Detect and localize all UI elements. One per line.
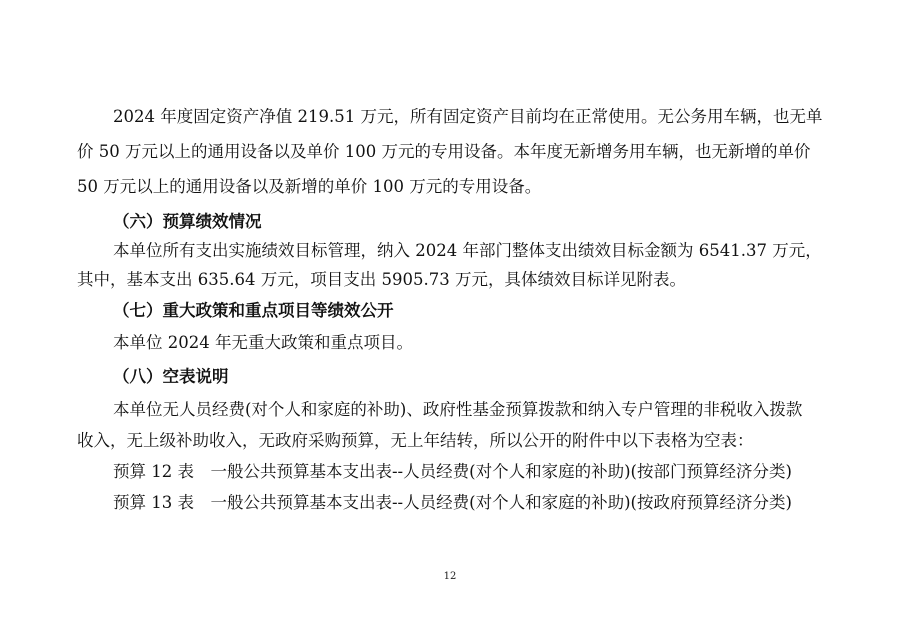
paragraph-performance-line-2: 其中，基本支出 635.64 万元，项目支出 5905.73 万元，具体绩效目标详见附表。	[77, 270, 686, 289]
empty-table-item-13: 预算 13 表 一般公共预算基本支出表--人员经费(对个人和家庭的补助)(按政府预算经济分类)	[113, 493, 792, 512]
paragraph-major-policies: 本单位 2024 年无重大政策和重点项目。	[113, 333, 413, 352]
section-heading-performance: （六）预算绩效情况	[113, 212, 262, 231]
paragraph-empty-tables-line-2: 收入，无上级补助收入，无政府采购预算，无上年结转，所以公开的附件中以下表格为空表：	[77, 431, 754, 450]
empty-table-item-12: 预算 12 表 一般公共预算基本支出表--人员经费(对个人和家庭的补助)(按部门预算经济分类)	[113, 462, 792, 481]
paragraph-empty-tables-line-1: 本单位无人员经费(对个人和家庭的补助)、政府性基金预算拨款和纳入专户管理的非税收入拨款	[113, 400, 803, 419]
paragraph-assets-line-3: 50 万元以上的通用设备以及新增的单价 100 万元的专用设备。	[77, 177, 542, 196]
paragraph-assets-line-2: 价 50 万元以上的通用设备以及单价 100 万元的专用设备。本年度无新增务用车辆，也无新增的单价	[77, 142, 811, 161]
paragraph-performance-line-1: 本单位所有支出实施绩效目标管理，纳入 2024 年部门整体支出绩效目标金额为 6541.37 万元，	[113, 241, 822, 260]
paragraph-assets-line-1: 2024 年度固定资产净值 219.51 万元，所有固定资产目前均在正常使用。无公务用车辆，也无单	[113, 107, 823, 126]
section-heading-empty-tables: （八）空表说明	[113, 367, 229, 386]
section-heading-major-policies: （七）重大政策和重点项目等绩效公开	[113, 301, 394, 320]
page-number: 12	[443, 571, 457, 582]
